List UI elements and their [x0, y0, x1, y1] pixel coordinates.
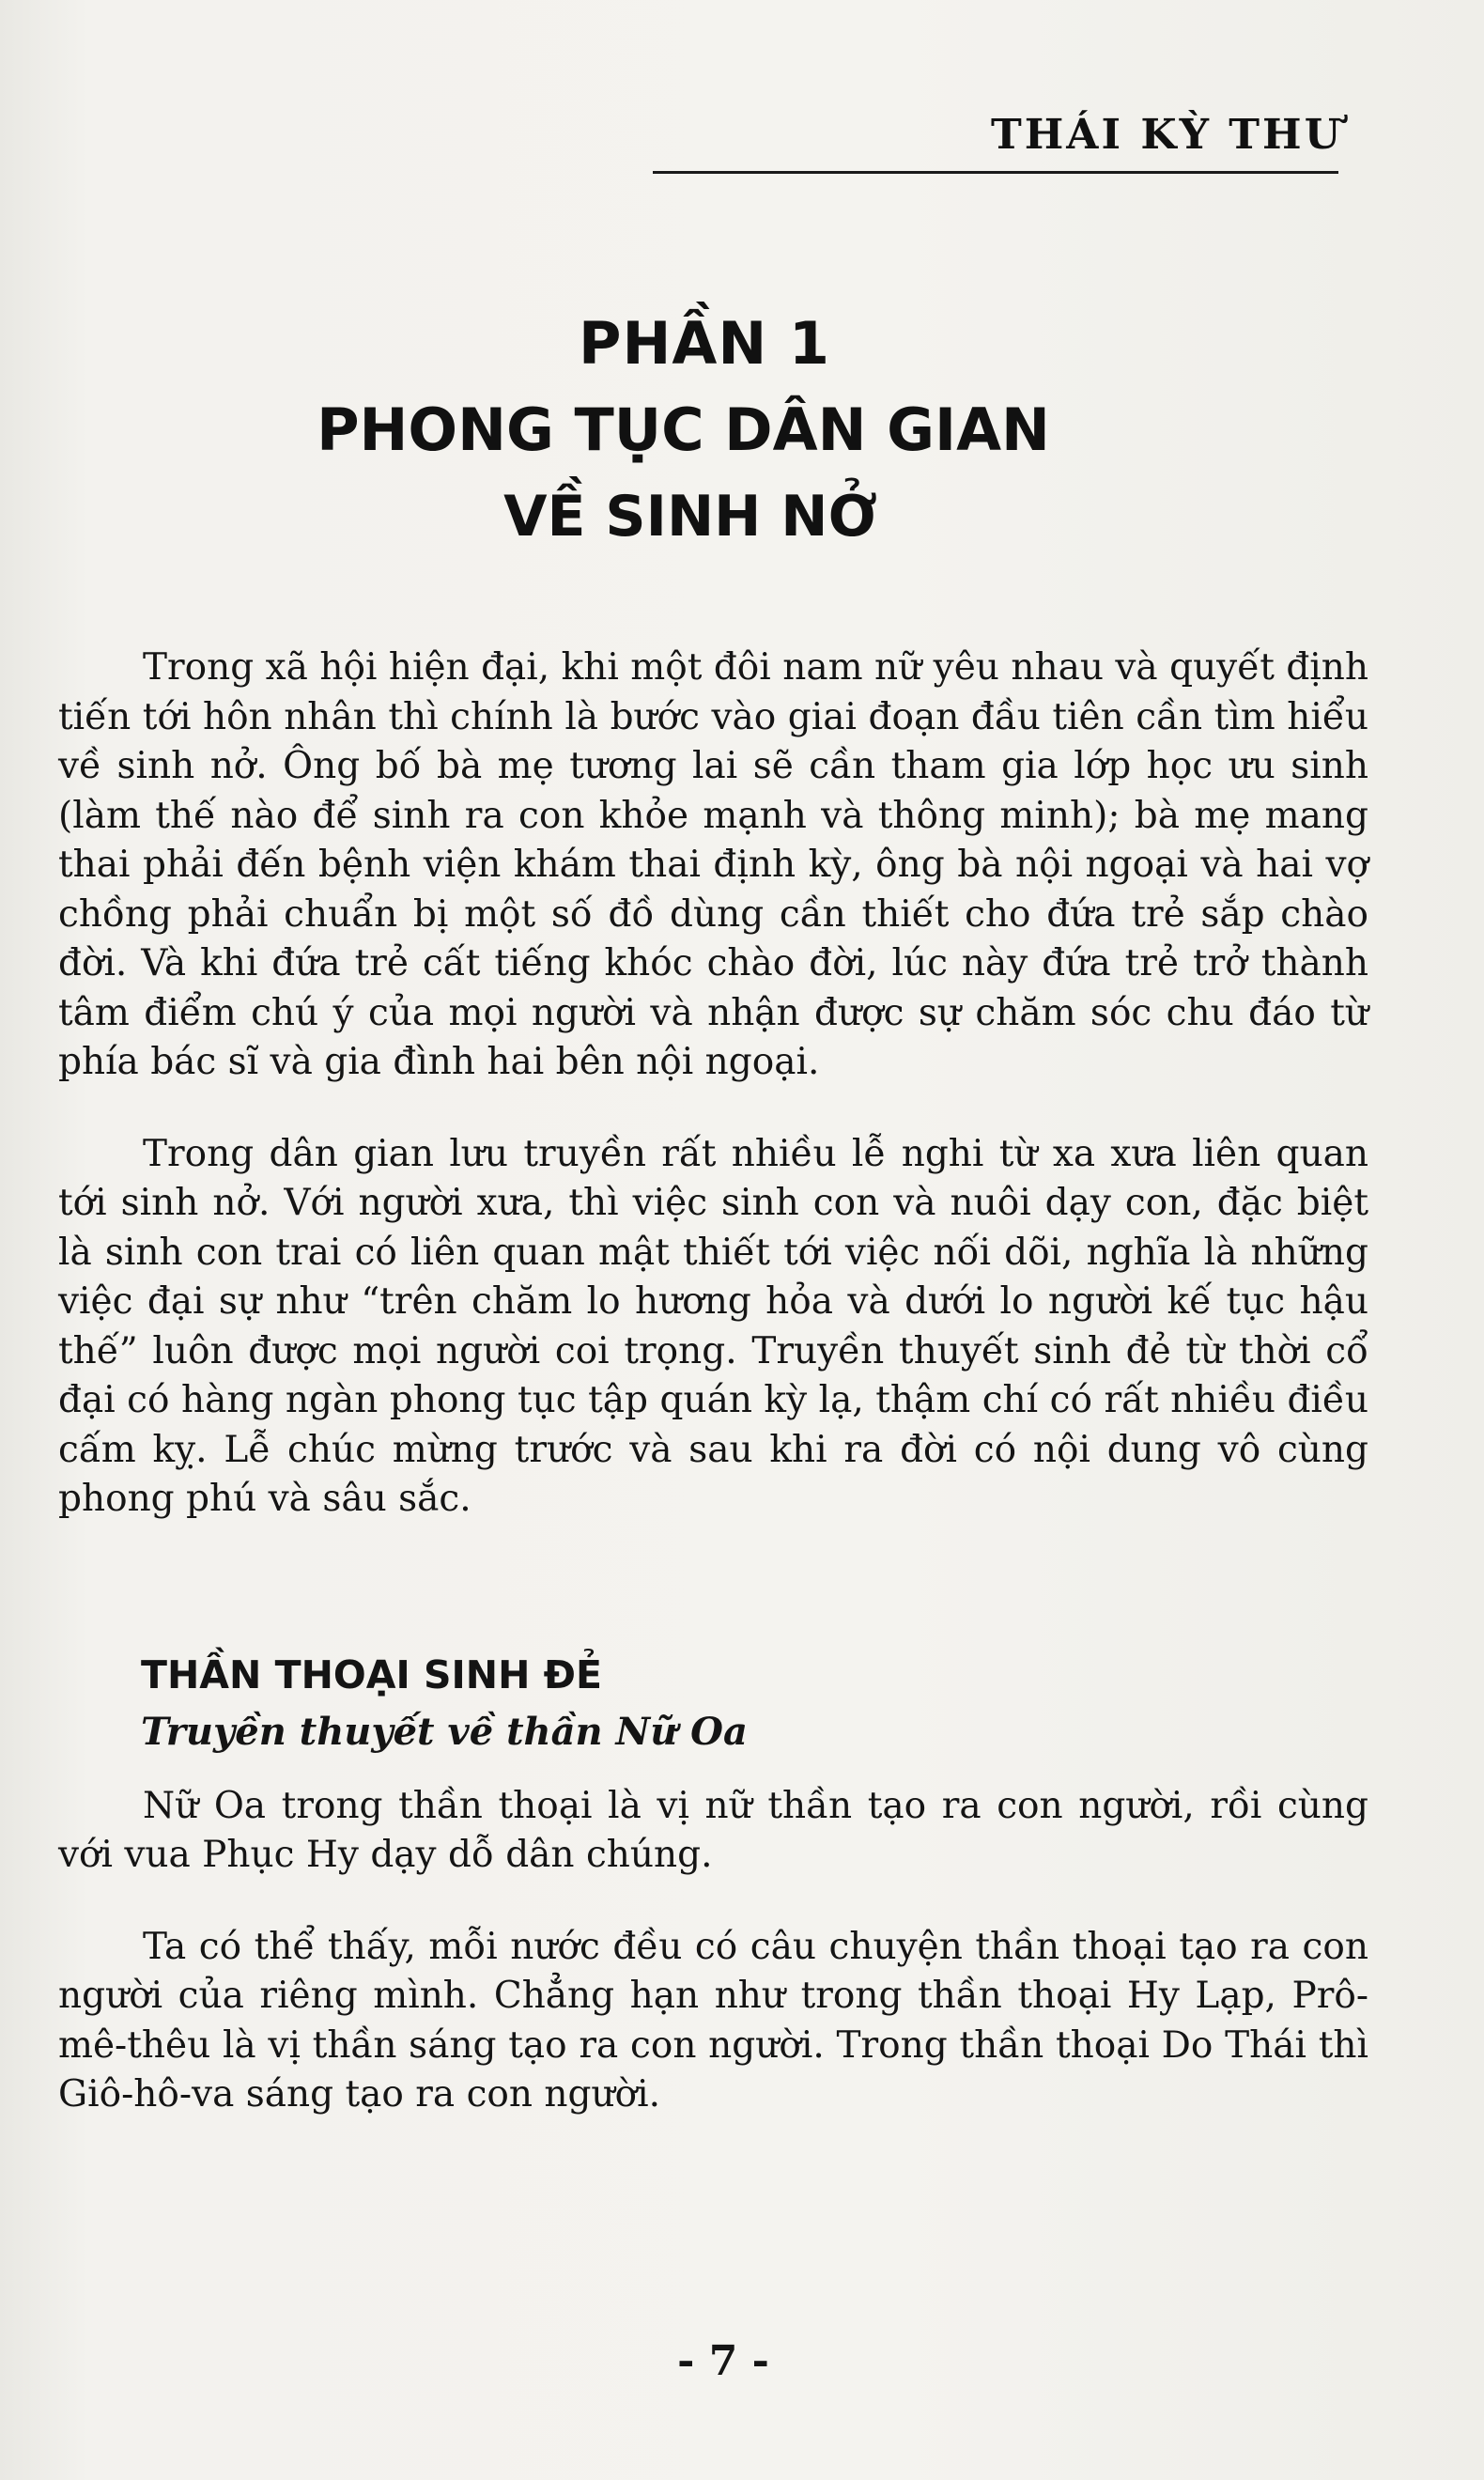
running-header: THÁI KỲ THƯ — [990, 111, 1343, 159]
page-number: - 7 - — [677, 2337, 769, 2385]
intro-paragraph-2: Trong dân gian lưu truyền rất nhiều lễ nghi từ xa xưa liên quan tới sinh nở. Với người xưa, thì việc sinh con và nuôi dạy con, đặc biệt là sinh con trai có liên quan mật thiết tới việc nối dõi, nghĩa là những việc đại sự như “trên chăm lo hương hỏa và dưới lo người kế tục hậu thế” luôn được mọi người coi trọng. Truyền thuyết sinh đẻ từ thời cổ đại có hàng ngàn phong tục tập quán kỳ lạ, thậm chí có rất nhiều điều cấm kỵ. Lễ chúc mừng trước và sau khi ra đời có nội dung vô cùng phong phú và sâu sắc. — [58, 1132, 1368, 1520]
section-subheading: Truyền thuyết về thần Nữ Oa — [141, 1709, 748, 1754]
section-heading: THẦN THOẠI SINH ĐẺ — [141, 1651, 603, 1697]
page-body — [58, 643, 1368, 2120]
intro-paragraph-1: Trong xã hội hiện đại, khi một đôi nam nữ yêu nhau và quyết định tiến tới hôn nhân thì chính là bước vào giai đoạn đầu tiên cần tìm hiểu về sinh nở. Ông bố bà mẹ tương lai sẽ cần tham gia lớp học ưu sinh (làm thế nào để sinh ra con khỏe mạnh và thông minh); bà mẹ mang thai phải đến bệnh viện khám thai định kỳ, ông bà nội ngoại và hai vợ chồng phải chuẩn bị một số đồ dùng cần thiết cho đứa trẻ sắp chào đời. Và khi đứa trẻ cất tiếng khóc chào đời, lúc này đứa trẻ trở thành tâm điểm chú ý của mọi người và nhận được sự chăm sóc chu đáo từ phía bác sĩ và gia đình hai bên nội ngoại. — [58, 646, 1368, 1083]
part-subtitle: VỀ SINH NỞ — [503, 484, 877, 550]
part-title-block — [0, 301, 1484, 560]
header-rule — [653, 171, 1338, 174]
section-paragraph-1: Nữ Oa trong thần thoại là vị nữ thần tạo ra con người, rồi cùng với vua Phục Hy dạy dỗ dân chúng. — [58, 1784, 1368, 1876]
section-paragraph-2: Ta có thể thấy, mỗi nước đều có câu chuyện thần thoại tạo ra con người của riêng mình. Chẳng hạn như trong thần thoại Hy Lạp, Prô-mê-thêu là vị thần sáng tạo ra con người. Trong thần thoại Do Thái thì Giô-hô-va sáng tạo ra con người. — [58, 1925, 1368, 2116]
part-title: PHONG TỤC DÂN GIAN — [317, 395, 1050, 464]
part-label: PHẦN 1 — [579, 309, 830, 378]
